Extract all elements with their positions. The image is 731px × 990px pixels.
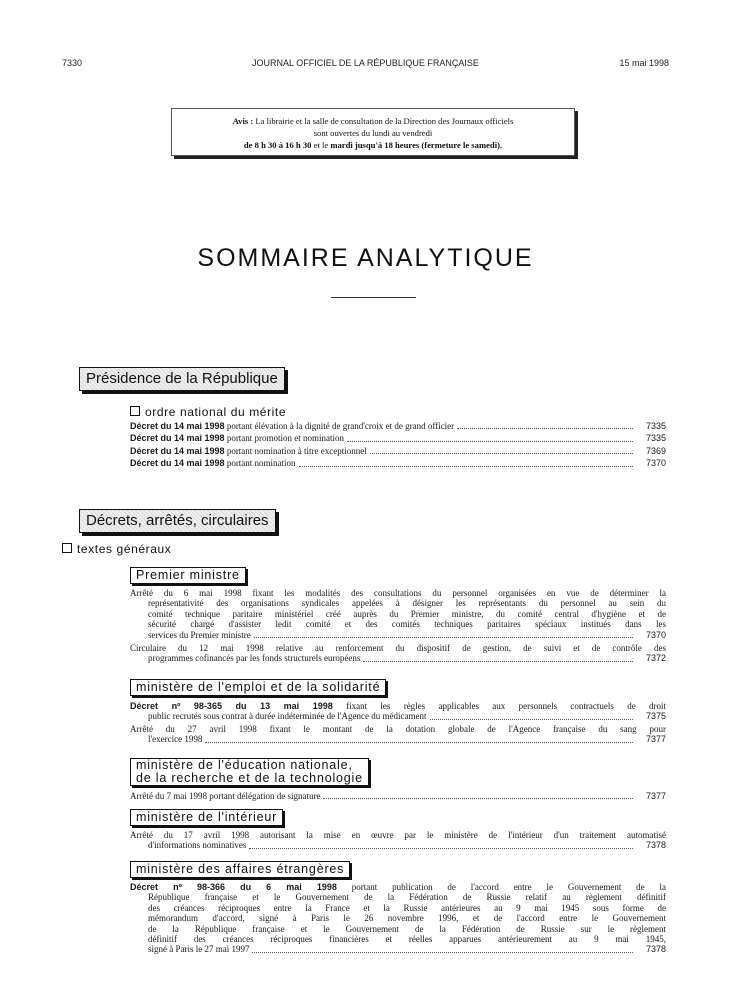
entry-text: portant nomination à titre exceptionnel bbox=[226, 445, 367, 456]
list-item[interactable] bbox=[130, 421, 666, 431]
entry-line: Arrêté du 6 mai 1998 fixant les modalités des consultations du personnel organisées en vue de déterminer la bbox=[130, 588, 666, 598]
ministry-label-line: ministère de l'éducation nationale, bbox=[136, 758, 353, 772]
entry-page: 7377 bbox=[645, 791, 666, 801]
leader-dots bbox=[370, 453, 633, 454]
notice-tuesday: mardi jusqu'à 18 heures (fermeture le samedi). bbox=[330, 140, 503, 150]
interieur-entries bbox=[130, 830, 666, 851]
list-item[interactable] bbox=[130, 446, 666, 456]
list-item[interactable] bbox=[130, 588, 666, 640]
topic-label: textes généraux bbox=[77, 542, 172, 556]
entry-text: portant élévation à la dignité de grand'croix et de grand officier bbox=[226, 421, 455, 431]
entry-line: d'informations nominatives bbox=[148, 840, 247, 851]
entry-line: fixant les règles applicables aux personnels contractuels de droit bbox=[346, 701, 667, 711]
affaires-entries bbox=[130, 882, 666, 955]
entry-bold: Décret du 14 mai 1998 bbox=[130, 458, 225, 469]
entry-bold: Décret nº 98-365 du 13 mai 1998 bbox=[130, 701, 333, 711]
entry-line: programmes cofinancés par les fonds structurels européens bbox=[148, 653, 361, 664]
entry-line: représentativité des organisations syndicales appelées à désigner les représentants du personnel au sein du bbox=[148, 598, 666, 609]
entry-line: définitif des créances réciproques financières et réelles apparues antérieurement au 9 mai 1945, bbox=[148, 934, 666, 945]
topic-textes-generaux bbox=[62, 542, 171, 556]
leader-dots bbox=[323, 798, 633, 799]
leader-dots bbox=[457, 428, 633, 429]
leader-dots bbox=[363, 661, 633, 662]
premier-ministre-entries bbox=[130, 588, 666, 664]
entry-page: 7378 bbox=[645, 944, 666, 955]
entry-text: portant promotion et nomination bbox=[226, 433, 345, 444]
ministry-interieur: ministère de l'intérieur bbox=[130, 809, 283, 826]
entry-line: Arrêté du 7 mai 1998 portant délégation de signature bbox=[130, 791, 321, 801]
entry-page: 7375 bbox=[645, 711, 666, 722]
entry-line: services du Premier ministre bbox=[148, 629, 251, 640]
entry-page: 7370 bbox=[645, 458, 666, 469]
leader-dots bbox=[299, 466, 633, 467]
list-item[interactable] bbox=[130, 433, 666, 443]
checkbox-square-icon bbox=[130, 406, 140, 416]
entry-bold: Décret du 14 mai 1998 bbox=[130, 421, 225, 431]
ministry-affaires-etrangeres: ministère des affaires étrangères bbox=[130, 861, 350, 878]
notice-box bbox=[171, 108, 575, 156]
entry-page: 7370 bbox=[645, 629, 666, 640]
ministry-education bbox=[130, 758, 369, 786]
list-item[interactable] bbox=[130, 643, 666, 664]
list-item[interactable] bbox=[130, 701, 666, 722]
page-title: SOMMAIRE ANALYTIQUE bbox=[197, 244, 534, 272]
notice-label: Avis : bbox=[232, 116, 254, 126]
topic-label: ordre national du mérite bbox=[145, 405, 287, 419]
entry-line: des créances réciproques entre la France et la Russie antérieures au 9 mai 1945 sous forme de bbox=[148, 902, 666, 913]
entry-line: comité technique paritaire ministériel créé auprès du Premier ministre, du comité central d'hygiène et de bbox=[148, 608, 666, 619]
leader-dots bbox=[347, 441, 633, 442]
entry-bold: Décret nº 98-366 du 6 mai 1998 bbox=[130, 882, 337, 892]
entry-line: de la République française et le Gouvernement de la Fédération de Russie sur le règlement bbox=[148, 923, 666, 934]
entry-line: l'exercice 1998 bbox=[148, 734, 203, 745]
entry-line: sécurité chargé d'assister ledit comité et des comités techniques paritaires spéciaux institués dans les bbox=[148, 619, 666, 630]
list-item[interactable] bbox=[130, 458, 666, 468]
ministry-premier-ministre: Premier ministre bbox=[130, 567, 246, 584]
entry-line: portant publication de l'accord entre le Gouvernement de la bbox=[351, 882, 667, 892]
entry-page: 7372 bbox=[645, 653, 666, 664]
entry-line: République française et le Gouvernement de la Fédération de Russie relatif au règlement définitif bbox=[148, 892, 666, 903]
title-rule bbox=[331, 297, 416, 298]
entry-line: public recrutés sous contrat à durée indéterminée de l'Agence du médicament bbox=[148, 711, 427, 722]
entry-page: 7335 bbox=[645, 421, 666, 431]
entry-bold: Décret du 14 mai 1998 bbox=[130, 433, 225, 444]
entry-line: Arrêté du 17 avril 1998 autorisant la mise en œuvre par le ministère de l'intérieur d'un traitement automatisé bbox=[130, 830, 666, 840]
list-item[interactable] bbox=[130, 830, 666, 851]
entry-page: 7335 bbox=[645, 433, 666, 444]
entry-line: Circulaire du 12 mai 1998 relative au renforcement du dispositif de gestion, de suivi et de contrôle des bbox=[130, 643, 666, 654]
entry-text: portant nomination bbox=[226, 458, 296, 469]
ministry-emploi: ministère de l'emploi et de la solidarité bbox=[130, 679, 386, 696]
entry-page: 7377 bbox=[645, 734, 666, 745]
checkbox-square-icon bbox=[62, 543, 72, 553]
leader-dots bbox=[249, 848, 633, 849]
ministry-label-line: de la recherche et de la technologie bbox=[136, 771, 363, 785]
list-item[interactable] bbox=[130, 882, 666, 955]
issue-date: 15 mai 1998 bbox=[619, 58, 669, 68]
entry-line: Arrêté du 27 avril 1998 fixant le montant de la dotation globale de l'Agence française du sang pour bbox=[130, 723, 666, 734]
education-entries bbox=[130, 791, 666, 801]
page-number: 7330 bbox=[62, 58, 83, 68]
notice-line-2: sont ouvertes du lundi au vendredi bbox=[313, 128, 433, 138]
section1-entries bbox=[130, 421, 666, 469]
notice-line-1: La librairie et la salle de consultation de la Direction des Journaux officiels bbox=[255, 116, 514, 126]
leader-dots bbox=[205, 742, 633, 743]
emploi-entries bbox=[130, 701, 666, 745]
journal-title: JOURNAL OFFICIEL DE LA RÉPUBLIQUE FRANÇAISE bbox=[252, 58, 479, 68]
leader-dots bbox=[252, 952, 633, 953]
entry-page: 7369 bbox=[645, 445, 666, 456]
list-item[interactable] bbox=[130, 724, 666, 745]
notice-hours: de 8 h 30 à 16 h 30 bbox=[243, 140, 312, 150]
section-heading-decrets: Décrets, arrêtés, circulaires bbox=[79, 509, 276, 533]
entry-line: mémorandum d'accord, signé à Paris le 26 novembre 1996, et de l'accord entre le Gouvernement bbox=[148, 913, 666, 924]
entry-line: signé à Paris le 27 mai 1997 bbox=[148, 944, 250, 955]
leader-dots bbox=[430, 719, 633, 720]
list-item[interactable] bbox=[130, 791, 666, 801]
section-heading-presidence: Présidence de la République bbox=[79, 367, 285, 391]
entry-page: 7378 bbox=[645, 840, 666, 851]
entry-bold: Décret du 14 mai 1998 bbox=[130, 445, 225, 456]
notice-conj: et le bbox=[313, 140, 329, 150]
topic-ordre-national bbox=[130, 405, 286, 419]
leader-dots bbox=[254, 637, 633, 638]
